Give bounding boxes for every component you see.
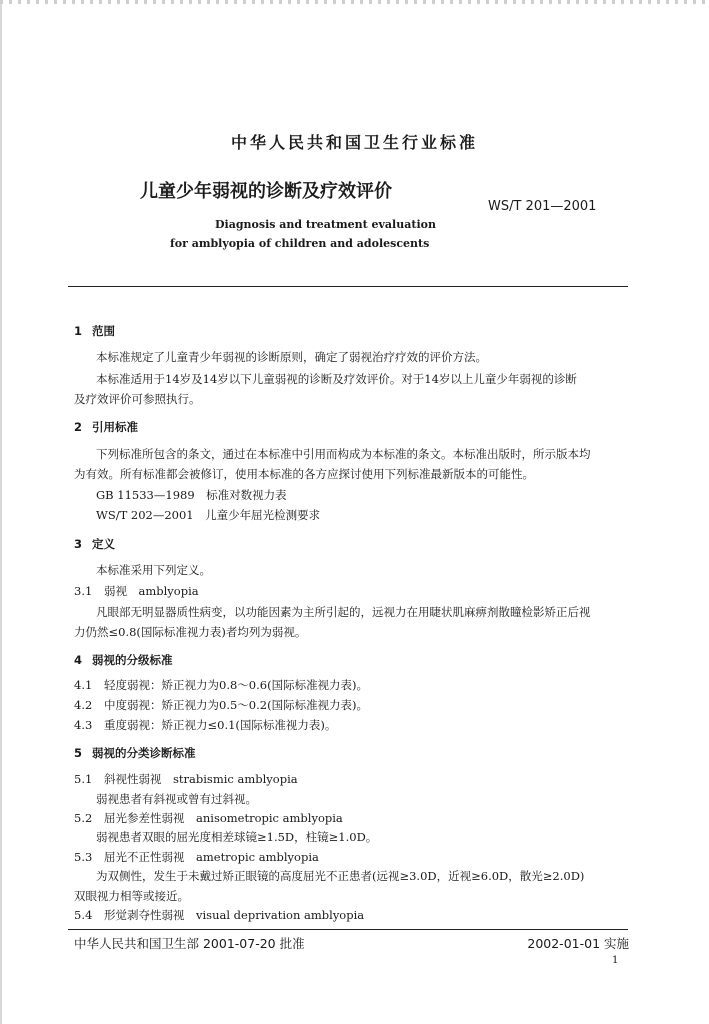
classification-5-2-description: 弱视患者双眼的屈光度相差球镜≥1.5D，柱镜≥1.0D。 xyxy=(96,830,378,844)
section-title: 范围 xyxy=(92,324,115,338)
classification-5-2 xyxy=(74,810,343,826)
section-4-heading xyxy=(74,652,173,668)
scan-top-edge xyxy=(0,0,709,4)
definition-3-1 xyxy=(74,583,199,599)
section-number: 2 xyxy=(74,420,83,434)
section-number: 3 xyxy=(74,537,83,551)
grade-item xyxy=(74,697,368,713)
header-rule xyxy=(68,286,628,287)
clause-number: 5.1 xyxy=(74,772,93,786)
scan-left-edge xyxy=(0,0,2,1024)
approval-date: 中华人民共和国卫生部 2001-07-20 批准 xyxy=(74,936,305,951)
clause-number: 4.3 xyxy=(74,718,93,732)
section-2-paragraph-line-1: 下列标准所包含的条文，通过在本标准中引用而构成为本标准的条文。本标准出版时，所示版本均 xyxy=(96,447,591,461)
clause-text: 重度弱视：矫正视力≤0.1(国际标准视力表)。 xyxy=(104,718,337,732)
classification-5-1-description: 弱视患者有斜视或曾有过斜视。 xyxy=(96,792,257,806)
english-title-line-2: for amblyopia of children and adolescents xyxy=(170,237,430,250)
clause-number: 5.4 xyxy=(74,908,93,922)
section-2-heading xyxy=(74,419,138,435)
section-title: 引用标准 xyxy=(92,420,138,434)
english-title-line-1: Diagnosis and treatment evaluation xyxy=(215,218,436,231)
clause-text: 斜视性弱视 strabismic amblyopia xyxy=(104,772,298,786)
reference-standard-1: GB 11533—1989 标准对数视力表 xyxy=(96,488,287,502)
section-number: 1 xyxy=(74,324,83,338)
section-title: 弱视的分级标准 xyxy=(92,653,173,667)
section-2-paragraph-line-2: 为有效。所有标准都会被修订，使用本标准的各方应探讨使用下列标准最新版本的可能性。 xyxy=(74,467,534,481)
section-number: 4 xyxy=(74,653,83,667)
standard-code: WS/T 201—2001 xyxy=(488,199,597,214)
clause-number: 5.3 xyxy=(74,850,93,864)
section-1-paragraph-2-line-1: 本标准适用于14岁及14岁以下儿童弱视的诊断及疗效评价。对于14岁以上儿童少年弱视的诊断 xyxy=(96,372,577,386)
reference-standard-2: WS/T 202—2001 儿童少年屈光检测要求 xyxy=(96,508,321,522)
clause-text: 屈光不正性弱视 ametropic amblyopia xyxy=(104,850,319,864)
section-title: 定义 xyxy=(92,537,115,551)
document-title: 儿童少年弱视的诊断及疗效评价 xyxy=(140,181,392,202)
classification-5-1 xyxy=(74,771,298,787)
classification-5-3-description-line-1: 为双侧性，发生于未戴过矫正眼镜的高度屈光不正患者(远视≥3.0D，近视≥6.0D，散光≥2.0D) xyxy=(96,869,585,883)
clause-text: 形觉剥夺性弱视 visual deprivation amblyopia xyxy=(104,908,365,922)
classification-5-4 xyxy=(74,907,364,923)
clause-number: 5.2 xyxy=(74,811,93,825)
section-3-heading xyxy=(74,536,115,552)
clause-number: 4.1 xyxy=(74,678,93,692)
classification-5-3 xyxy=(74,849,319,865)
section-title: 弱视的分类诊断标准 xyxy=(92,746,196,760)
implementation-date: 2002-01-01 实施 xyxy=(527,936,629,951)
section-1-paragraph-2-line-2: 及疗效评价可参照执行。 xyxy=(74,392,201,406)
clause-number: 4.2 xyxy=(74,698,93,712)
clause-text: 屈光参差性弱视 anisometropic amblyopia xyxy=(104,811,343,825)
classification-5-3-description-line-2: 双眼视力相等或接近。 xyxy=(74,889,189,903)
definition-text-line-1: 凡眼部无明显器质性病变，以功能因素为主所引起的，远视力在用睫状肌麻痹剂散瞳检影矫正后视 xyxy=(96,605,591,619)
clause-text: 弱视 amblyopia xyxy=(104,584,199,598)
section-3-paragraph: 本标准采用下列定义。 xyxy=(96,563,211,577)
standard-category-heading: 中华人民共和国卫生行业标准 xyxy=(230,133,478,152)
clause-text: 中度弱视：矫正视力为0.5～0.2(国际标准视力表)。 xyxy=(104,698,369,712)
grade-item xyxy=(74,677,368,693)
clause-text: 轻度弱视：矫正视力为0.8～0.6(国际标准视力表)。 xyxy=(104,678,369,692)
section-5-heading xyxy=(74,745,196,761)
footer-rule xyxy=(68,929,628,930)
section-1-paragraph-1: 本标准规定了儿童青少年弱视的诊断原则，确定了弱视治疗疗效的评价方法。 xyxy=(96,350,487,364)
page-number: 1 xyxy=(612,955,619,966)
definition-text-line-2: 力仍然≤0.8(国际标准视力表)者均列为弱视。 xyxy=(74,625,307,639)
section-number: 5 xyxy=(74,746,83,760)
clause-number: 3.1 xyxy=(74,584,93,598)
grade-item xyxy=(74,717,336,733)
section-1-heading xyxy=(74,323,115,339)
